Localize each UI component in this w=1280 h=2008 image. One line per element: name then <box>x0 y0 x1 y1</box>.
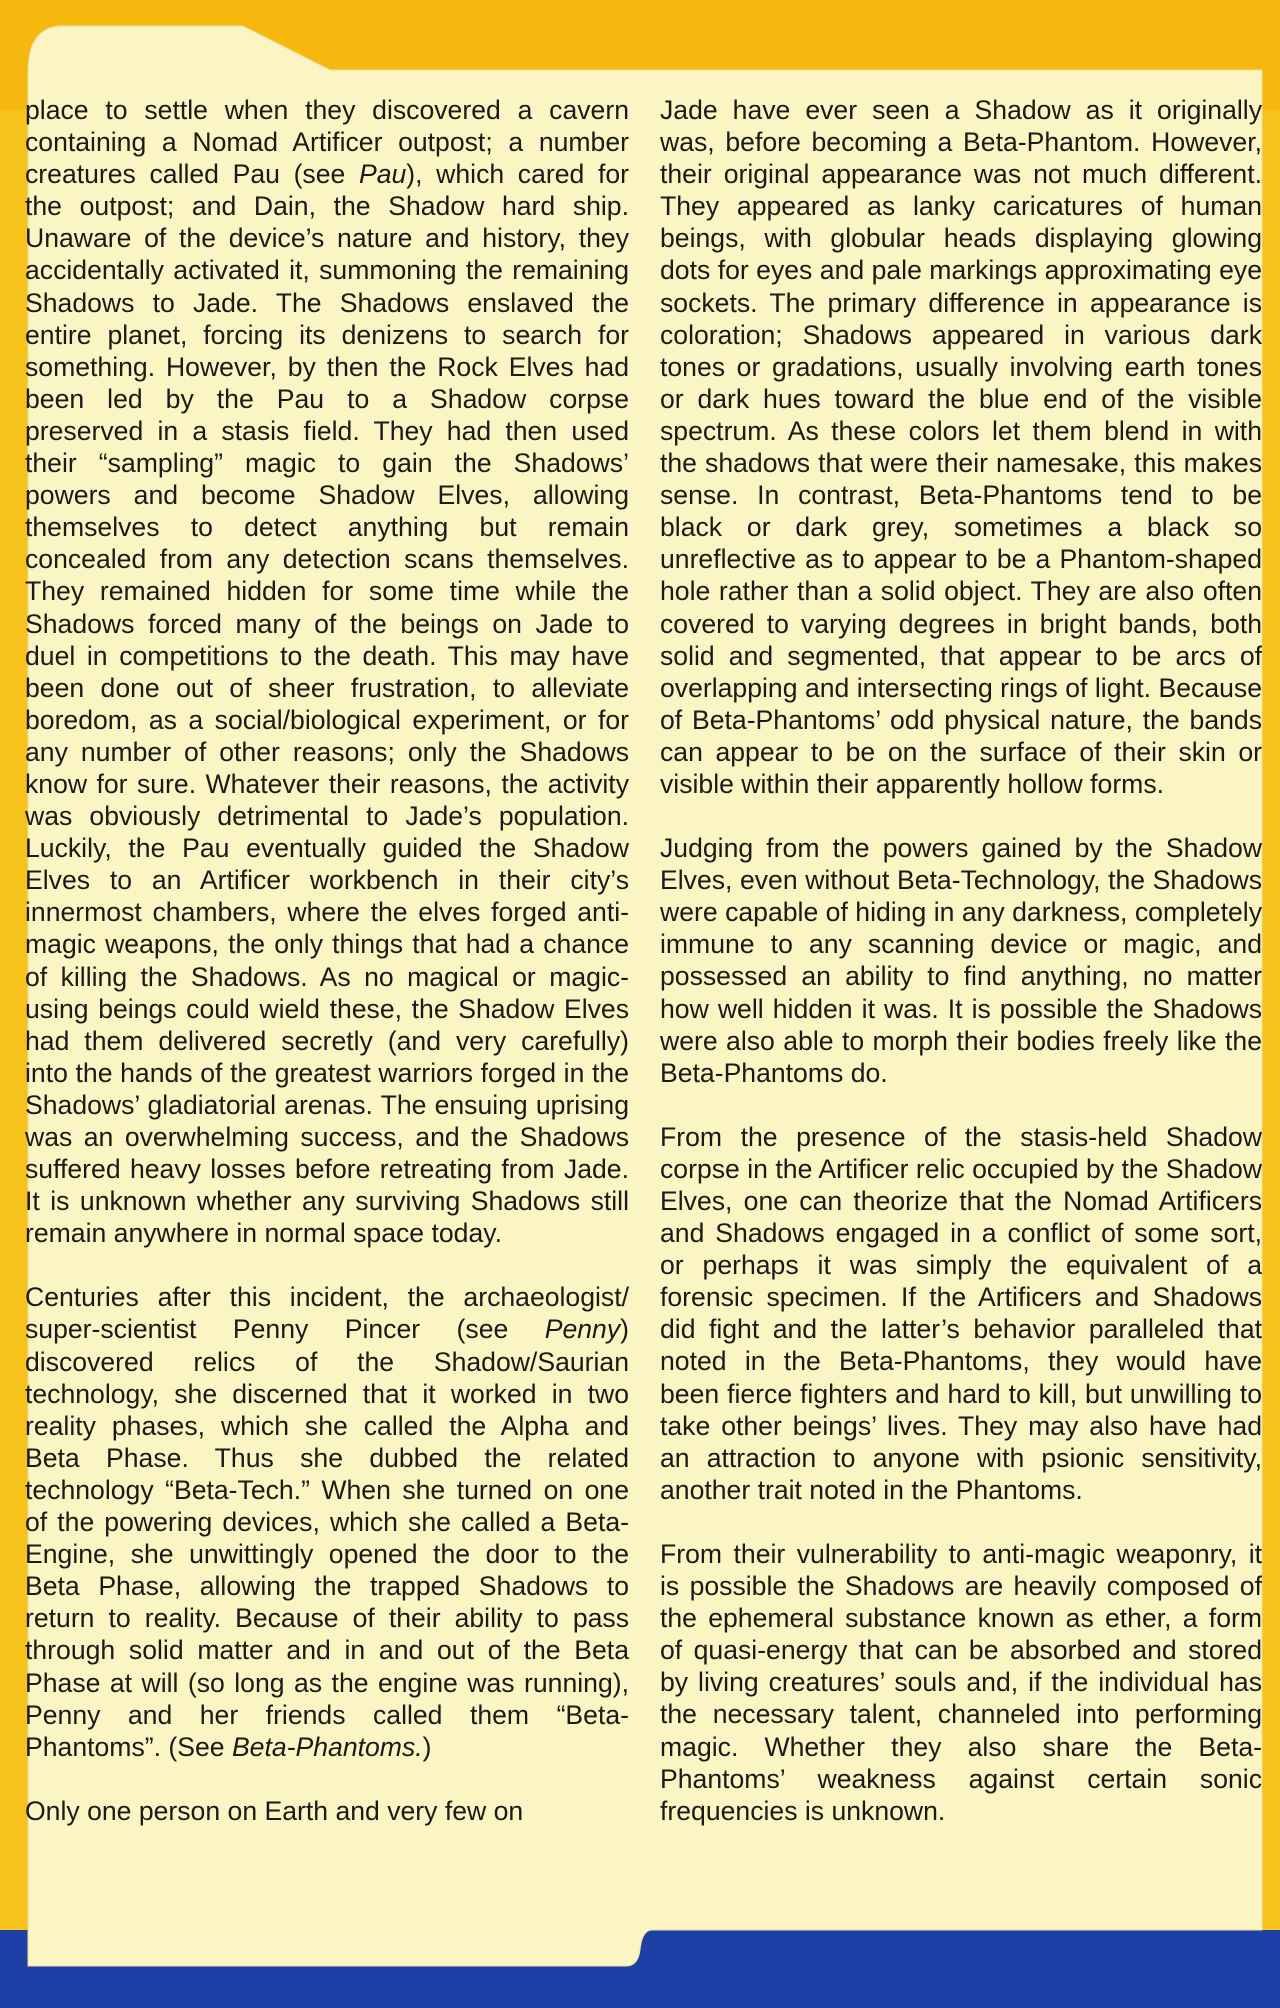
text-segment: ) <box>422 1731 432 1762</box>
text-segment: ), which cared for the outpost; and Dain, the Shadow hard ship. Unaware of the device’s nature and history, they accidentally activated it, summoning the remaining Shadows to Jade. The Shadows enslaved the entire planet, forcing its denizens to search for something. However, by then the Rock Elves had been led by the Pau to a Shadow corpse preserved in a stasis field. They had then used their “sampling” magic to gain the Shadows’ powers and become Shadow Elves, allowing themselves to detect anything but remain concealed from any detection scans themselves. They remained hidden for some time while the Shadows forced many of the beings on Jade to duel in competitions to the death. This may have been done out of sheer frustration, to alleviate boredom, as a social/biological experiment, or for any number of other reasons; only the Shadows know for sure. Whatever their reasons, the activity was obviously detrimental to Jade’s population. Luckily, the Pau eventually guided the Shadow Elves to an Artificer workbench in their city’s innermost chambers, where the elves forged anti-magic weapons, the only things that had a chance of killing the Shadows. As no magical or magic-using beings could wield these, the Shadow Elves had them delivered secretly (and very carefully) into the hands of the greatest warriors forged in the Shadows’ gladiatorial arenas. The ensuing uprising was an overwhelming success, and the Shadows suffered heavy losses before retreating from Jade. It is unknown whether any surviving Shadows still remain anywhere in normal space today. <box>25 159 629 1249</box>
text-segment: From their vulnerability to anti-magic weaponry, it is possible the Shadows are heavily composed of the ephemeral substance known as ether, a form of quasi-energy that can be absorbed and stored by living creatures’ souls and, if the individual has the necessary talent, channeled into performing magic. Whether they also share the Beta-Phantoms’ weakness against certain sonic frequencies is unknown. <box>660 1538 1262 1826</box>
text-segment: Centuries after this incident, the archaeologist/ super-scientist Penny Pincer (see <box>25 1282 629 1345</box>
paragraph <box>25 94 629 1249</box>
text-segment: ) discovered relics of the Shadow/Saurian technology, she discerned that it worked in two reality phases, which she called the Alpha and Beta Phase. Thus she dubbed the related technology “Beta-Tech.” When she turned on one of the powering devices, which she called a Beta-Engine, she unwittingly opened the door to the Beta Phase, allowing the trapped Shadows to return to reality. Because of their ability to pass through solid matter and in and out of the Beta Phase at will (so long as the engine was running), Penny and her friends called them “Beta-Phantoms”. (See <box>25 1314 629 1762</box>
paragraph <box>660 94 1262 800</box>
italic-reference: Pau <box>358 159 407 190</box>
right-column <box>660 94 1262 1859</box>
paragraph <box>660 1121 1262 1506</box>
italic-reference: Penny <box>544 1314 621 1345</box>
text-segment: From the presence of the stasis-held Shadow corpse in the Artificer relic occupied by the Shadow Elves, one can theorize that the Nomad Artificers and Shadows engaged in a conflict of some sort, or perhaps it was simply the equivalent of a forensic specimen. If the Artificers and Shadows did fight and the latter’s behavior paralleled that noted in the Beta-Phantoms, they would have been fierce fighters and hard to kill, but unwilling to take other beings’ lives. They may also have had an attraction to anyone with psionic sensitivity, another trait noted in the Phantoms. <box>660 1121 1262 1505</box>
paragraph <box>660 1538 1262 1827</box>
paragraph <box>25 1281 629 1762</box>
paragraph <box>660 832 1262 1089</box>
text-segment: place to settle when they discovered a cavern containing a Nomad Artificer outpost; a number creatures called Pau (see <box>25 95 629 190</box>
text-segment: Jade have ever seen a Shadow as it originally was, before becoming a Beta-Phantom. However, their original appearance was not much different. They appeared as lanky caricatures of human beings, with globular heads displaying glowing dots for eyes and pale markings approximating eye sockets. The primary difference in appearance is coloration; Shadows appeared in various dark tones or gradations, usually involving earth tones or dark hues toward the blue end of the visible spectrum. As these colors let them blend in with the shadows that were their namesake, this makes sense. In contrast, Beta-Phantoms tend to be black or dark grey, sometimes a black so unreflective as to appear to be a Phantom-shaped hole rather than a solid object. They are also often covered to varying degrees in bright bands, both solid and segmented, that appear to be arcs of overlapping and intersecting rings of light. Because of Beta-Phantoms’ odd physical nature, the bands can appear to be on the surface of their skin or visible within their apparently hollow forms. <box>660 95 1262 799</box>
italic-reference: Beta-Phantoms. <box>231 1731 423 1762</box>
left-column <box>25 94 629 1859</box>
text-segment: Only one person on Earth and very few on <box>25 1795 524 1826</box>
text-segment: Judging from the powers gained by the Shadow Elves, even without Beta-Technology, the Shadows were capable of hiding in any darkness, completely immune to any scanning device or magic, and possessed an ability to find anything, no matter how well hidden it was. It is possible the Shadows were also able to morph their bodies freely like the Beta-Phantoms do. <box>660 833 1262 1088</box>
paragraph <box>25 1795 629 1827</box>
